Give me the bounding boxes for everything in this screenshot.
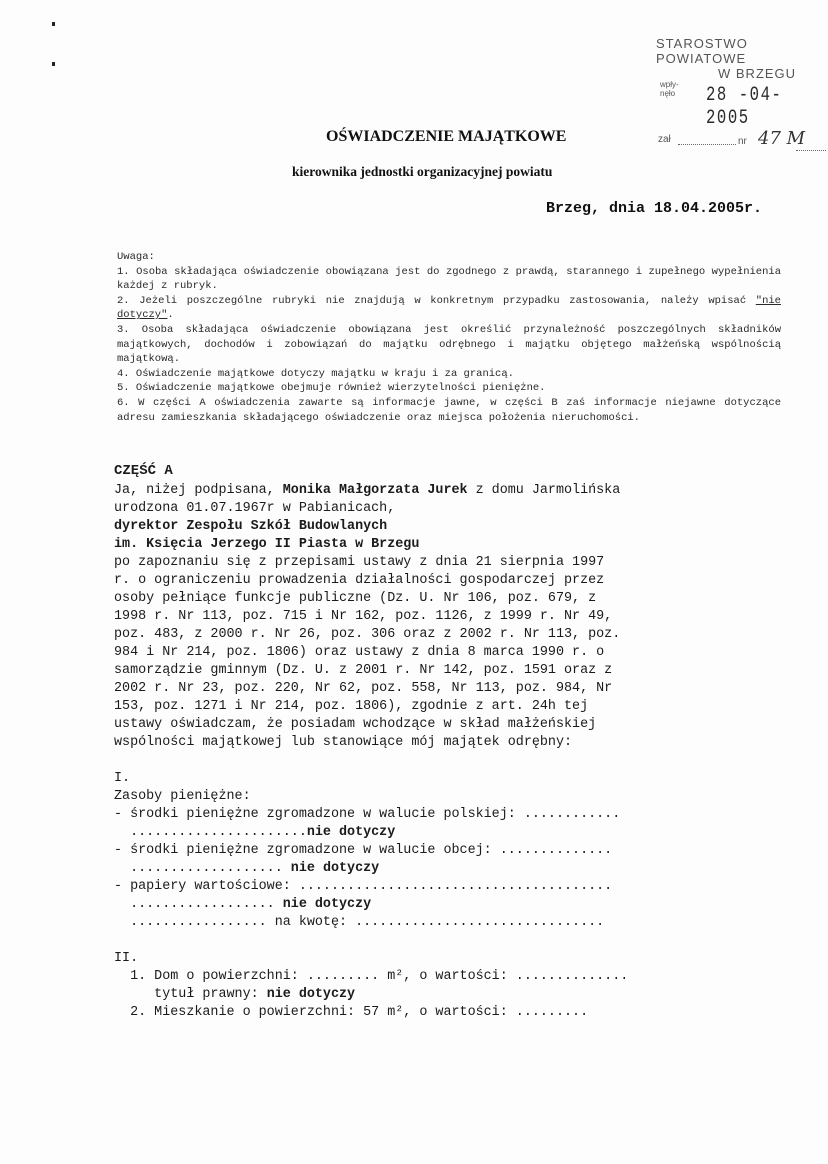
note-3: 3. Osoba składająca oświadczenie obowiązana jest określić przynależność poszczególnych składników majątkowych, dochodów i zobowiązań do majątku odrębnego i majątku objętego małżeńską wspólnością majątkową. — [117, 323, 781, 366]
legal-text-line: wspólności majątkowej lub stanowiące mój majątek odrębny: — [114, 735, 573, 750]
house-line: 1. Dom o powierzchni: ......... m², o wartości: .............. — [114, 969, 629, 984]
legal-text-line: 153, poz. 1271 i Nr 214, poz. 1806), zgodnie z art. 24h tej — [114, 699, 589, 714]
section-1-label: Zasoby pieniężne: — [114, 789, 251, 804]
scan-mark — [52, 22, 55, 26]
stamp-received-label: wpły- nęło — [660, 80, 679, 98]
securities-value: .................. nie dotyczy — [114, 897, 372, 912]
instructions-block — [117, 250, 781, 425]
stamp-office-line1: STAROSTWO POWIATOWE — [656, 36, 748, 66]
notes-heading: Uwaga: — [117, 251, 155, 263]
registry-stamp — [656, 36, 828, 81]
document-title: OŚWIADCZENIE MAJĄTKOWE — [326, 128, 567, 145]
stamp-office-line2: W BRZEGU — [718, 66, 797, 81]
note-5: 5. Oświadczenie majątkowe obejmuje również wierzytelności pieniężne. — [117, 382, 546, 395]
stamp-dotted-line — [796, 150, 826, 151]
legal-text-line: ustawy oświadczam, że posiadam wchodzące w skład małżeńskiej — [114, 717, 597, 732]
legal-text-line: samorządzie gminnym (Dz. U. z 2001 r. Nr 142, poz. 1591 oraz z — [114, 663, 613, 678]
cash-foreign-value: ................... nie dotyczy — [114, 861, 380, 876]
birth-line: urodzona 01.07.1967r w Pabianicach, — [114, 501, 396, 516]
apartment-line: 2. Mieszkanie o powierzchni: 57 m², o wartości: ......... — [114, 1005, 589, 1020]
cash-pln-line: - środki pieniężne zgromadzone w walucie polskiej: ............ — [114, 807, 621, 822]
securities-amount-line: ................. na kwotę: ............................... — [114, 915, 605, 930]
legal-text-line: po zapoznaniu się z przepisami ustawy z dnia 21 sierpnia 1997 — [114, 555, 605, 570]
document-subtitle: kierownika jednostki organizacyjnej powiatu — [292, 164, 553, 179]
house-title-line: tytuł prawny: nie dotyczy — [114, 987, 356, 1002]
legal-text-line: 2002 r. Nr 23, poz. 220, Nr 62, poz. 558, Nr 113, poz. 984, Nr — [114, 681, 613, 696]
cash-foreign-line: - środki pieniężne zgromadzone w walucie obcej: .............. — [114, 843, 613, 858]
securities-line: - papiery wartościowe: ....................................... — [114, 879, 613, 894]
legal-text-line: 1998 r. Nr 113, poz. 715 i Nr 162, poz. 1126, z 1999 r. Nr 49, — [114, 609, 613, 624]
declarant-name: Monika Małgorzata Jurek — [282, 483, 468, 498]
legal-text-line: 984 i Nr 214, poz. 1806) oraz ustawy z dnia 8 marca 1990 r. o — [114, 645, 605, 660]
stamp-ref-label: zał — [658, 134, 671, 145]
section-2-heading: II. — [114, 951, 139, 966]
note-1: 1. Osoba składająca oświadczenie obowiązana jest do zgodnego z prawdą, starannego i zupełnego wypełnienia każdej z rubryk. — [117, 265, 781, 293]
stamp-handwritten-ref: 47 M — [758, 128, 806, 149]
section-1-heading: I. — [114, 771, 131, 786]
place-and-date: Brzeg, dnia 18.04.2005r. — [546, 200, 763, 217]
note-2: 2. Jeżeli poszczególne rubryki nie znajdują w konkretnym przypadku zastosowania, należy wpisać "nie dotyczy". — [117, 294, 781, 322]
scan-mark — [52, 62, 55, 66]
legal-text-line: osoby pełniące funkcje publiczne (Dz. U. Nr 106, poz. 679, z — [114, 591, 597, 606]
legal-text-line: r. o ograniczeniu prowadzenia działalności gospodarczej przez — [114, 573, 605, 588]
legal-text-line: poz. 483, z 2000 r. Nr 26, poz. 306 oraz z 2002 r. Nr 113, poz. — [114, 627, 621, 642]
stamp-received-date: 28 -04- 2005 — [706, 84, 783, 130]
position-line: dyrektor Zespołu Szkół Budowlanych — [114, 519, 388, 534]
part-a-heading: CZĘŚĆ A — [114, 463, 173, 479]
declarant-line: Ja, niżej podpisana, Monika Małgorzata Jurek z domu Jarmolińska — [114, 483, 621, 498]
cash-pln-value: ......................nie dotyczy — [114, 825, 396, 840]
note-4: 4. Oświadczenie majątkowe dotyczy majątku w kraju i za granicą. — [117, 367, 514, 380]
stamp-dotted-line — [678, 144, 736, 145]
declaration-body — [114, 462, 734, 1022]
institution-line: im. Księcia Jerzego II Piasta w Brzegu — [114, 537, 420, 552]
stamp-nr-label: nr — [738, 136, 747, 147]
note-6: 6. W części A oświadczenia zawarte są informacje jawne, w części B zaś informacje niejawne dotyczące adresu zamieszkania składającego oświadczenie oraz miejsca położenia nieruchomości. — [117, 396, 781, 424]
